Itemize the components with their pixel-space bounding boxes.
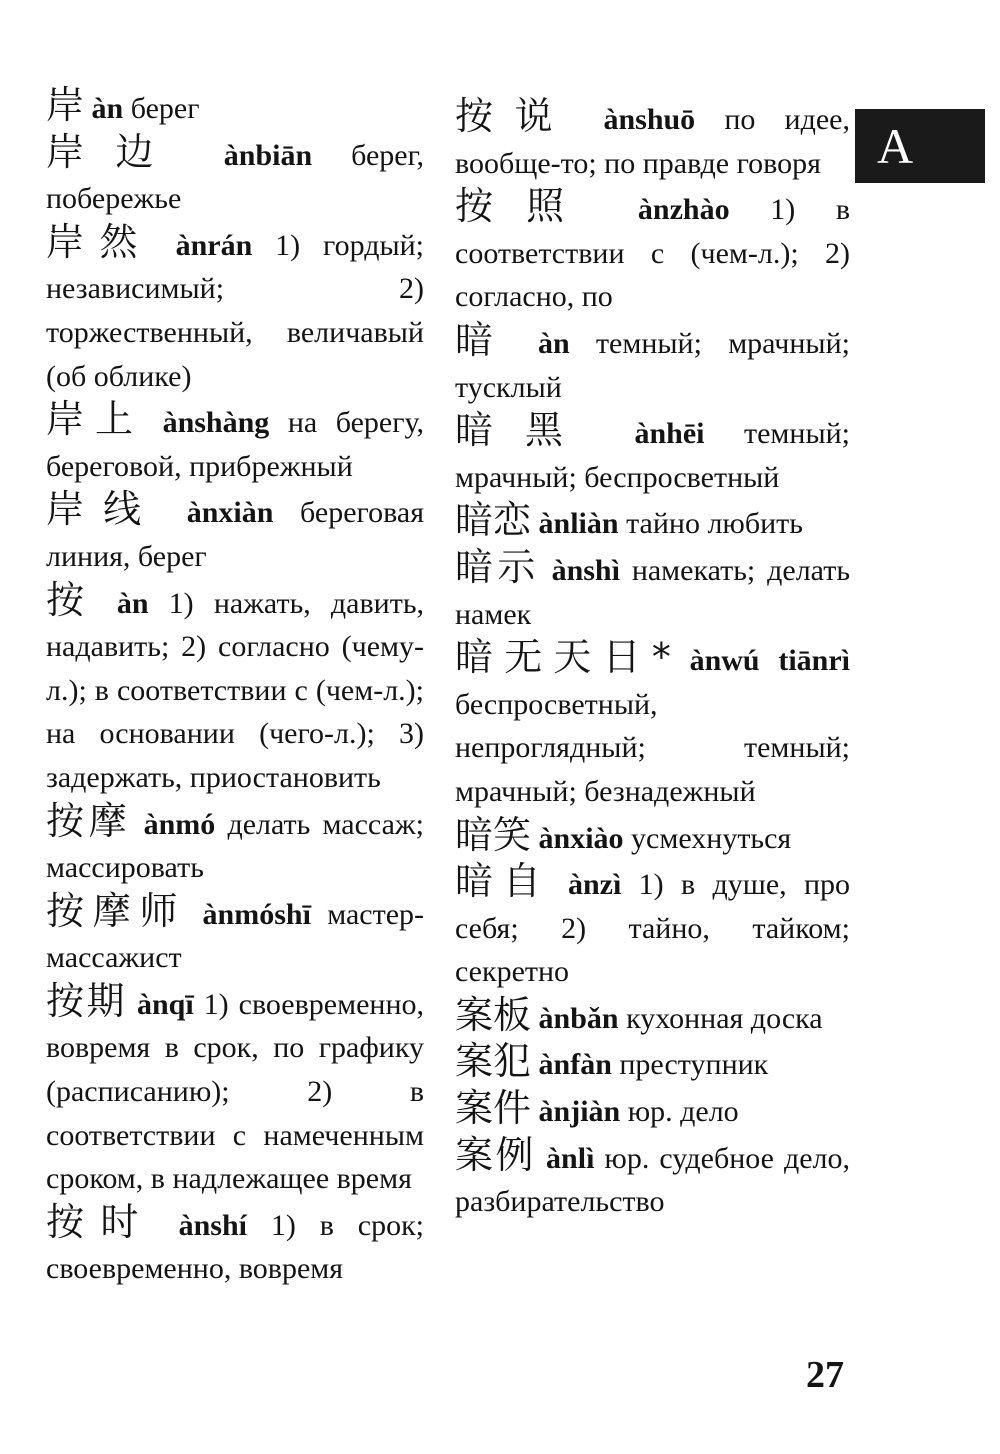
left-column xyxy=(46,84,424,1291)
entry-definition: 1) нажать, давить, надавить; 2) согласно (чему-л.); в соответствии с (чем-л.); на основании (чего-л.); 3) задержать, приостановить xyxy=(46,586,424,794)
dictionary-entry xyxy=(46,84,424,131)
entry-pinyin: ànshì xyxy=(551,553,620,587)
entry-definition: преступник xyxy=(619,1048,769,1082)
dictionary-entry xyxy=(46,488,424,578)
entry-pinyin: ànzì xyxy=(567,868,622,902)
dictionary-entry xyxy=(455,994,850,1041)
entry-definition: 1) своевременно, вовремя в срок, по графику (расписанию); 2) в соответствии с намеченным сроком, в надлежащее время xyxy=(46,987,424,1196)
entry-pinyin: ànbǎn xyxy=(538,1001,619,1035)
entry-hanzi: 案犯 xyxy=(455,1039,532,1084)
entry-definition: на берегу, береговой, прибрежный xyxy=(46,406,424,483)
entry-pinyin: ànshuō xyxy=(603,103,696,136)
entry-definition: 1) гордый; независимый; 2) торжественный, величавый (об облике) xyxy=(46,228,424,393)
entry-hanzi: 暗 xyxy=(455,317,512,362)
entry-hanzi: 案例 xyxy=(455,1132,537,1177)
dictionary-entry xyxy=(455,185,850,319)
section-letter-tab xyxy=(855,109,985,183)
entry-definition: береговая линия, берег xyxy=(46,496,424,573)
entry-definition: мастер-массажист xyxy=(46,897,425,975)
dictionary-entry xyxy=(455,1040,850,1087)
entry-hanzi: 按说 xyxy=(455,94,575,138)
dictionary-entry xyxy=(455,499,850,546)
entry-pinyin: àn xyxy=(116,586,149,620)
entry-definition: юр. дело xyxy=(627,1095,739,1129)
dictionary-entry xyxy=(455,860,850,994)
dictionary-entry xyxy=(46,980,424,1201)
entry-pinyin: àn xyxy=(91,92,124,125)
entry-hanzi: 岸边 xyxy=(46,129,185,174)
entry-definition: берег, побережье xyxy=(46,138,424,216)
entry-pinyin: ànzhào xyxy=(637,193,730,227)
entry-definition: юр. судебное дело, разбирательство xyxy=(455,1141,851,1219)
entry-hanzi: 岸 xyxy=(46,83,85,127)
dictionary-entry xyxy=(46,221,424,398)
entry-pinyin: àn xyxy=(538,326,570,360)
dictionary-entry xyxy=(455,636,850,813)
entry-pinyin: ànliàn xyxy=(538,507,619,541)
entry-pinyin: ànshí xyxy=(178,1208,248,1242)
entry-hanzi: 案板 xyxy=(455,992,532,1037)
entry-pinyin: ànhēi xyxy=(634,417,705,451)
entry-definition: 1) в соответствии с (чем-л.); 2) согласно, по xyxy=(455,193,851,314)
entry-pinyin: ànqī xyxy=(136,987,194,1021)
dictionary-entry xyxy=(455,319,850,409)
entry-pinyin: ànrán xyxy=(175,228,253,262)
entry-definition: делать массаж; массировать xyxy=(46,807,424,885)
entry-definition: 1) в душе, про себя; 2) тайно, тайком; секретно xyxy=(455,868,851,989)
entry-definition: беспросветный, непроглядный; темный; мрачный; безнадежный xyxy=(455,687,850,808)
entry-hanzi: 暗自 xyxy=(455,859,551,904)
entry-definition: усмехнуться xyxy=(631,821,792,855)
entry-pinyin: ànfàn xyxy=(538,1048,612,1082)
entry-definition: берег xyxy=(130,92,200,125)
entry-hanzi: 按时 xyxy=(46,1199,155,1244)
entry-pinyin: ànbiān xyxy=(223,138,313,172)
dictionary-entry xyxy=(46,800,424,890)
page-number: 27 xyxy=(806,1354,844,1396)
entry-definition: по идее, вообще-то; по правде говоря xyxy=(455,103,850,180)
dictionary-entry xyxy=(455,814,850,861)
entry-hanzi: 暗无天日* xyxy=(455,635,671,680)
dictionary-entry xyxy=(46,1201,424,1291)
entry-hanzi: 岸上 xyxy=(46,397,145,442)
entry-definition: намекать; делать намек xyxy=(455,553,851,631)
entry-definition: тайно любить xyxy=(626,507,803,541)
dictionary-entry xyxy=(46,398,424,488)
entry-definition: 1) в срок; своевременно, вовремя xyxy=(46,1208,425,1286)
entry-pinyin: ànjiàn xyxy=(538,1095,621,1129)
entry-pinyin: ànxiào xyxy=(538,821,624,855)
dictionary-entry xyxy=(455,546,850,636)
dictionary-entry xyxy=(455,409,850,499)
dictionary-entry xyxy=(455,1087,850,1134)
entry-hanzi: 暗恋 xyxy=(455,498,532,543)
entry-pinyin: ànmó xyxy=(143,807,216,841)
dictionary-entry xyxy=(46,579,424,800)
entry-definition: темный; мрачный; беспросветный xyxy=(455,417,850,494)
entry-pinyin: ànxiàn xyxy=(186,496,274,530)
dictionary-entry xyxy=(455,1134,850,1224)
entry-pinyin: ànwú tiānrì xyxy=(689,644,850,678)
entry-hanzi: 暗黑 xyxy=(455,408,595,453)
dictionary-entry xyxy=(46,890,424,980)
entry-hanzi: 案件 xyxy=(455,1086,532,1131)
section-letter: A xyxy=(876,118,914,174)
entry-hanzi: 按 xyxy=(46,577,97,622)
dictionary-entry xyxy=(455,95,850,185)
entry-hanzi: 按照 xyxy=(455,184,598,229)
dictionary-entry xyxy=(46,131,424,221)
right-column xyxy=(455,95,850,1224)
entry-definition: кухонная доска xyxy=(626,1001,823,1035)
entry-pinyin: ànmóshī xyxy=(202,897,311,931)
entry-pinyin: ànshàng xyxy=(162,406,270,440)
entry-hanzi: 暗笑 xyxy=(455,812,532,857)
entry-hanzi: 岸然 xyxy=(46,219,153,264)
entry-hanzi: 按摩师 xyxy=(46,888,187,933)
entry-hanzi: 暗示 xyxy=(455,544,540,589)
entry-hanzi: 按期 xyxy=(46,978,127,1023)
entry-hanzi: 按摩 xyxy=(46,798,132,843)
entry-pinyin: ànlì xyxy=(546,1141,595,1175)
entry-definition: темный; мрачный; тусклый xyxy=(455,326,850,404)
entry-hanzi: 岸线 xyxy=(46,487,161,532)
